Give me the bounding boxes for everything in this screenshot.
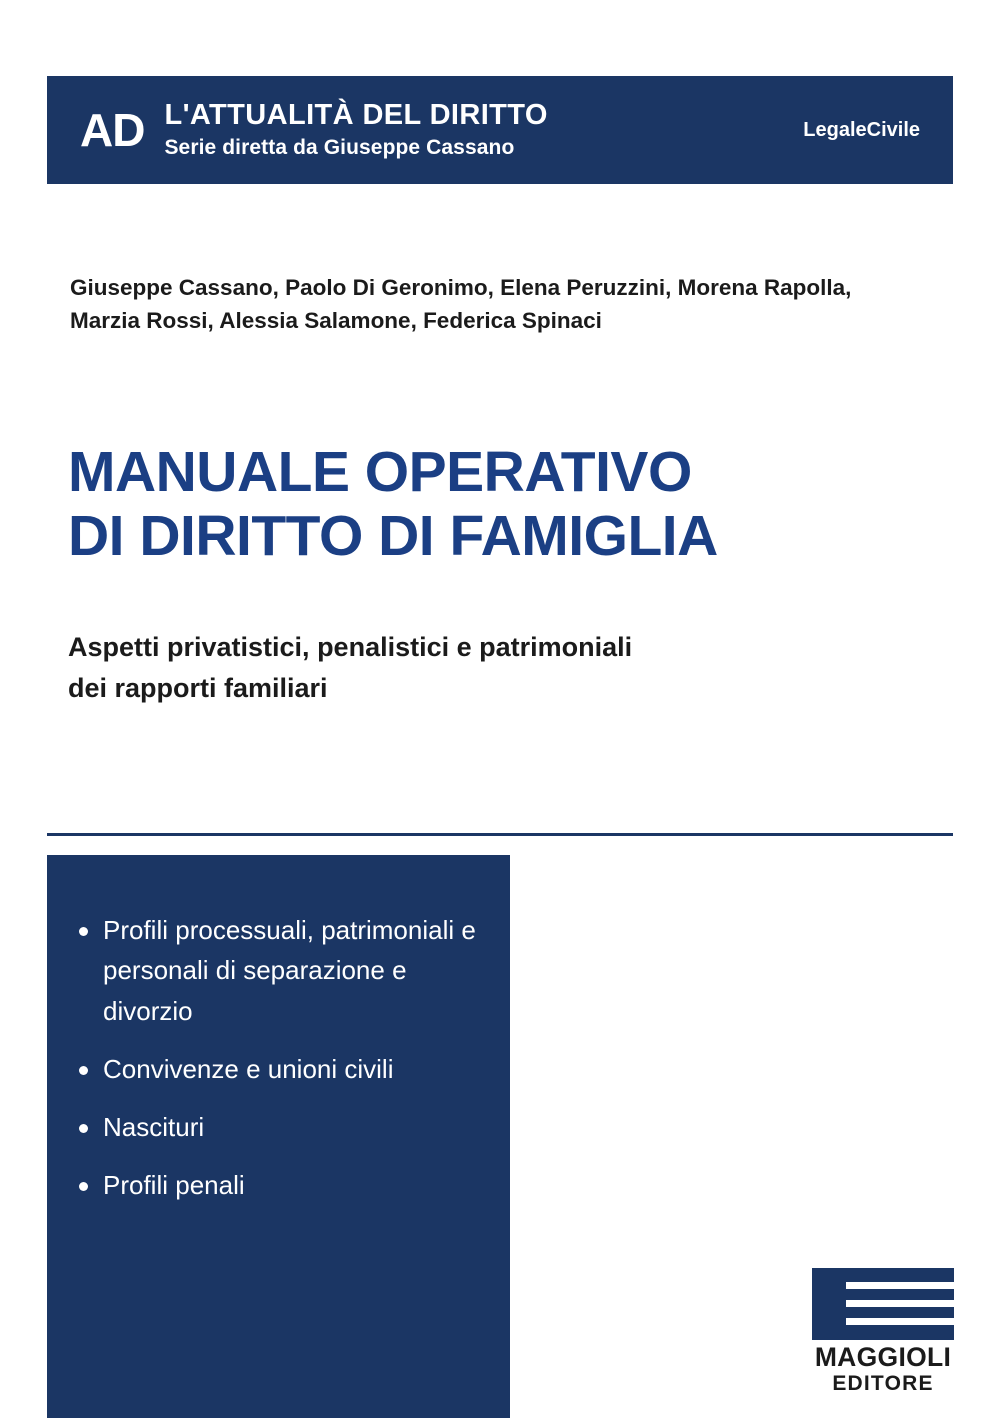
book-title-line-2: DI DIRITTO DI FAMIGLIA bbox=[68, 504, 718, 569]
list-item-label: Profili penali bbox=[103, 1170, 245, 1201]
book-title-line-1: MANUALE OPERATIVO bbox=[68, 440, 692, 504]
highlights-panel bbox=[47, 855, 510, 1418]
series-banner-texts bbox=[164, 98, 547, 162]
book-subtitle-line-1: Aspetti privatistici, penalistici e patrimoniali bbox=[68, 632, 633, 662]
book-subtitle bbox=[68, 627, 928, 708]
divider bbox=[47, 833, 953, 836]
bullet-icon bbox=[79, 1182, 88, 1191]
logo-bar bbox=[846, 1318, 954, 1325]
list-item bbox=[73, 1049, 484, 1089]
logo-bar bbox=[846, 1300, 954, 1307]
list-item bbox=[73, 910, 484, 1031]
list-item-label: Convivenze e unioni civili bbox=[103, 1053, 394, 1084]
collection-label: LegaleCivile bbox=[803, 118, 920, 141]
book-subtitle-line-2: dei rapporti familiari bbox=[68, 672, 328, 703]
authors-line-1: Giuseppe Cassano, Paolo Di Geronimo, Elena Peruzzini, Morena Rapolla, bbox=[70, 275, 852, 300]
list-item bbox=[73, 1107, 484, 1147]
bullet-icon bbox=[79, 1066, 88, 1075]
logo-bar bbox=[846, 1282, 954, 1289]
publisher-subname: EDITORE bbox=[832, 1372, 934, 1396]
bullet-icon bbox=[79, 927, 88, 936]
series-subtitle: Serie diretta da Giuseppe Cassano bbox=[164, 136, 515, 160]
series-banner bbox=[47, 76, 953, 184]
list-item bbox=[73, 1165, 484, 1205]
bullet-icon bbox=[79, 1124, 88, 1133]
list-item-label: Nascituri bbox=[103, 1112, 205, 1143]
series-title: L'ATTUALITÀ DEL DIRITTO bbox=[164, 99, 548, 132]
list-item-label: Profili processuali, patrimoniali e personali di separazione e divorzio bbox=[103, 915, 476, 1026]
maggioli-logo-icon bbox=[812, 1268, 954, 1340]
series-logo: AD bbox=[80, 104, 145, 156]
highlights-list bbox=[47, 855, 510, 1206]
book-title bbox=[68, 440, 948, 569]
authors-block bbox=[70, 272, 930, 337]
authors-line-2: Marzia Rossi, Alessia Salamone, Federica Spinaci bbox=[70, 307, 602, 333]
publisher-name: MAGGIOLI bbox=[814, 1342, 952, 1372]
publisher-block bbox=[812, 1268, 954, 1395]
